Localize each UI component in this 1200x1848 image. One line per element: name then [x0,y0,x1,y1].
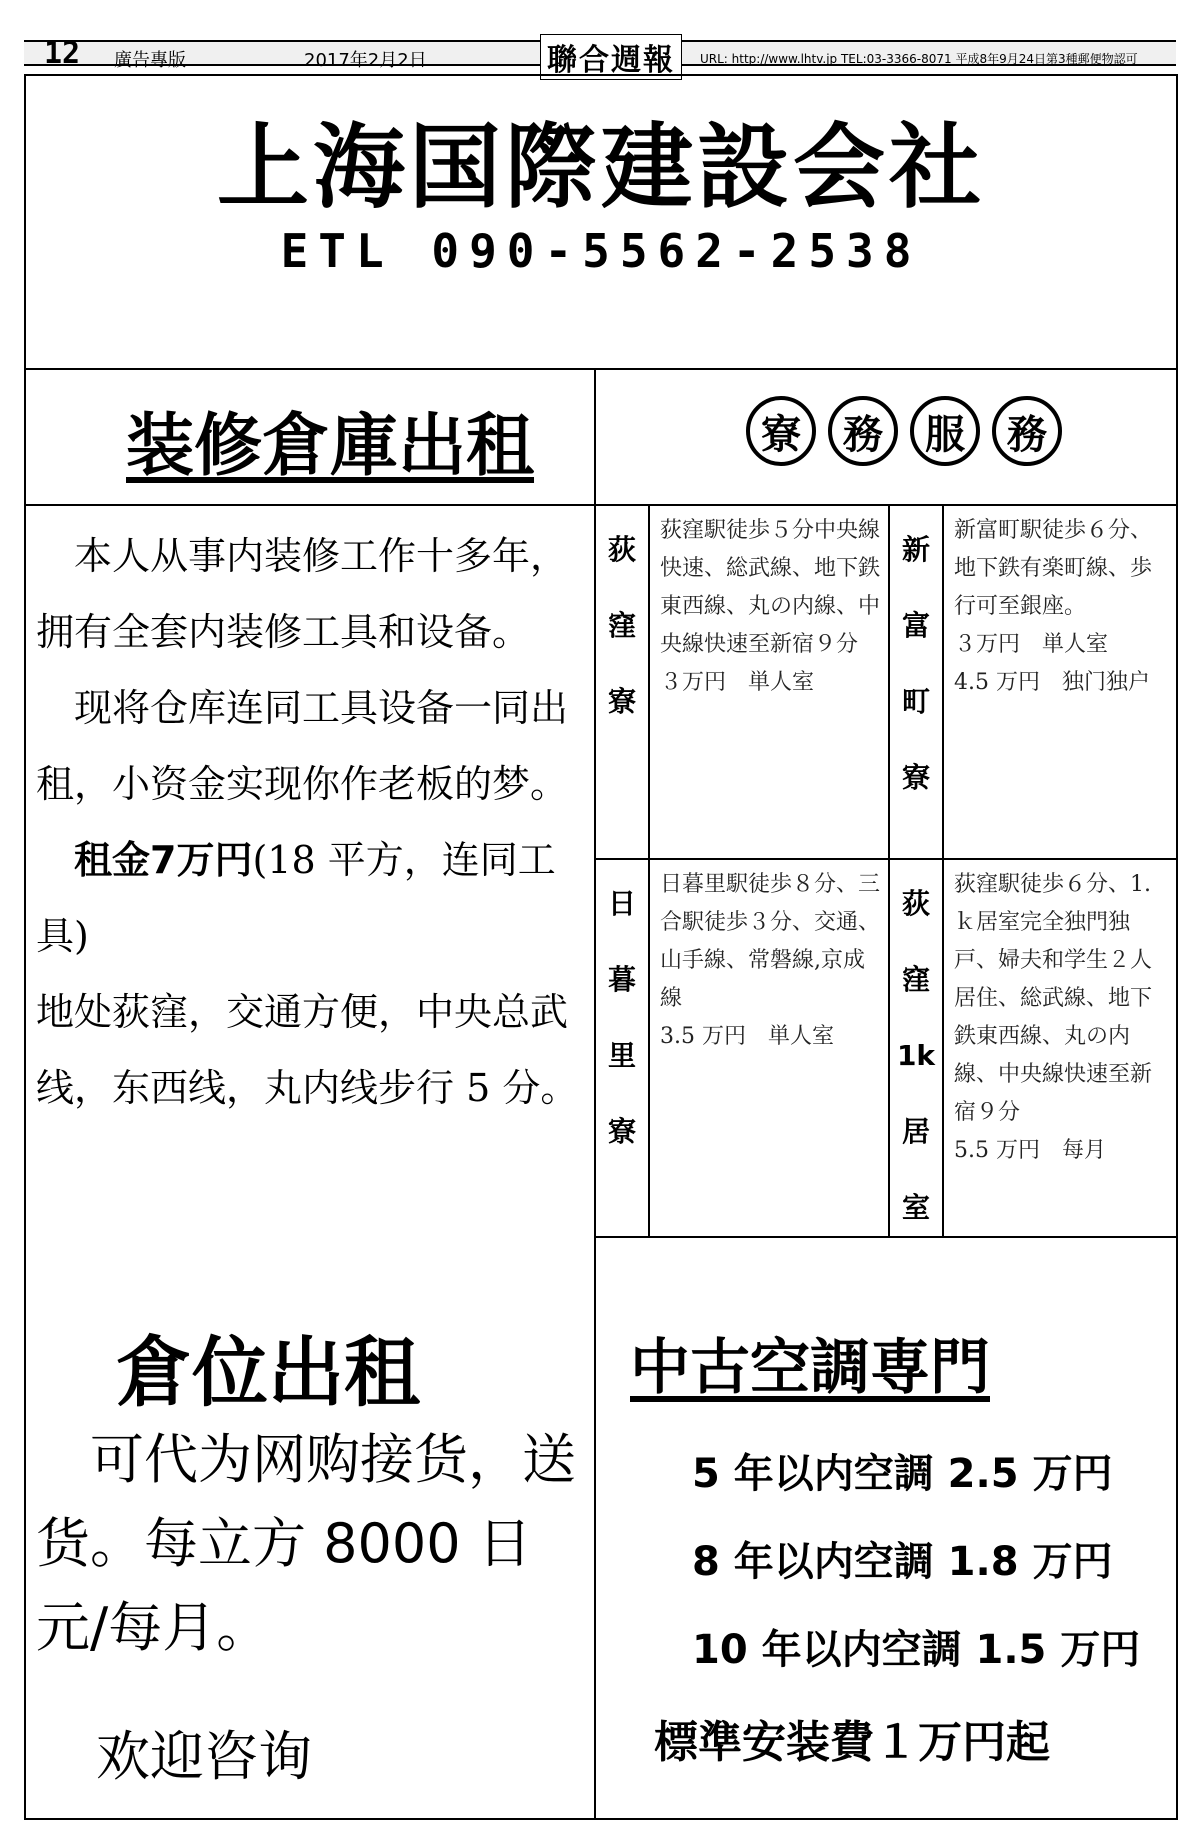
paper-info: URL: http://www.lhtv.jp TEL:03-3366-8071 平成8年9月24日第3種郵便物認可 [700,52,1138,66]
dorm-desc-ogikubo-1k: 荻窪駅徒歩６分、1.ｋ居室完全独門独戸、婦夫和学生２人居住、総武線、地下鉄東西線、丸の内線、中央線快速至新宿９分 5.5 万円 每月 [954,872,1153,1163]
dorm-desc-nippori: 日暮里駅徒歩８分、三合駅徒歩３分、交通、山手線、常磐線,京成線 3.5 万円 単人室 [660,872,881,1049]
company-name: 上海国際建設会社 [216,114,985,221]
rent-detail: (18 平方，连同工具) [36,838,556,958]
storage-title: 倉位出租 [116,1328,420,1417]
warehouse-paragraph: 本人从事内装修工作十多年，拥有全套内装修工具和设备。 [36,534,569,654]
advert-frame [24,74,1178,1820]
warehouse-paragraph: 现将仓库连同工具设备一同出租，小资金实现你作老板的梦。 [36,686,569,806]
aircon-price-line: 5 年以内空調 2.5 万円 [692,1451,1113,1497]
warehouse-rent [36,822,596,974]
title-circle-char: 務 [828,396,898,466]
rent-label: 租金7万円 [74,838,253,882]
paper-name: 聯合週報 [540,34,682,80]
dorm-desc-ogikubo: 荻窪駅徒歩５分中央線快速、総武線、地下鉄東西線、丸の内線、中央線快速至新宿９分 ３万円 単人室 [660,518,881,695]
dorm-label-divider-right [942,504,944,1236]
company-tel: ETL 090-5562-2538 [280,224,922,278]
title-circle-char: 務 [992,396,1062,466]
dorm-row-divider [594,858,1176,860]
storage-welcome: 欢迎咨询 [96,1725,312,1788]
dorm-label-ogikubo: 荻 窪 寮 [607,533,636,718]
dorm-desc-shintomicho: 新富町駅徒歩６分、地下鉄有楽町線、歩行可至銀座。 ３万円 単人室 4.5 万円 独门独户 [954,518,1153,695]
dorm-label-nippori: 日 暮 里 寮 [607,887,636,1148]
warehouse-location: 地处荻窪，交通方便，中央总武线，东西线，丸内线步行 5 分。 [36,990,579,1110]
dorm-bottom-divider [594,1236,1176,1238]
aircon-price-line: 8 年以内空調 1.8 万円 [692,1539,1113,1585]
company-banner [26,76,1176,370]
storage-description: 可代为网购接货，送货。每立方 8000 日元/每月。 [36,1428,576,1659]
page-number: 12 [44,36,81,71]
aircon-title: 中古空調専門 [630,1333,990,1403]
title-circle-char: 服 [910,396,980,466]
issue-date: 2017年2月2日 [304,50,427,71]
dorm-label-ogikubo-1k: 荻 窪 1k 居 室 [896,887,936,1224]
warehouse-title: 装修倉庫出租 [126,407,535,486]
dorm-label-divider-left [648,504,650,1236]
warehouse-description [36,518,596,1126]
newspaper-header [24,30,1176,78]
section-name: 廣告專版 [114,50,186,71]
title-row-divider [26,504,1176,506]
aircon-install-fee: 標準安装費１万円起 [654,1717,1050,1768]
dorm-label-shintomicho: 新 富 町 寮 [901,533,930,794]
title-circle-char: 寮 [746,396,816,466]
aircon-price-line: 10 年以内空調 1.5 万円 [692,1627,1141,1673]
dorm-service-title [746,396,1062,466]
